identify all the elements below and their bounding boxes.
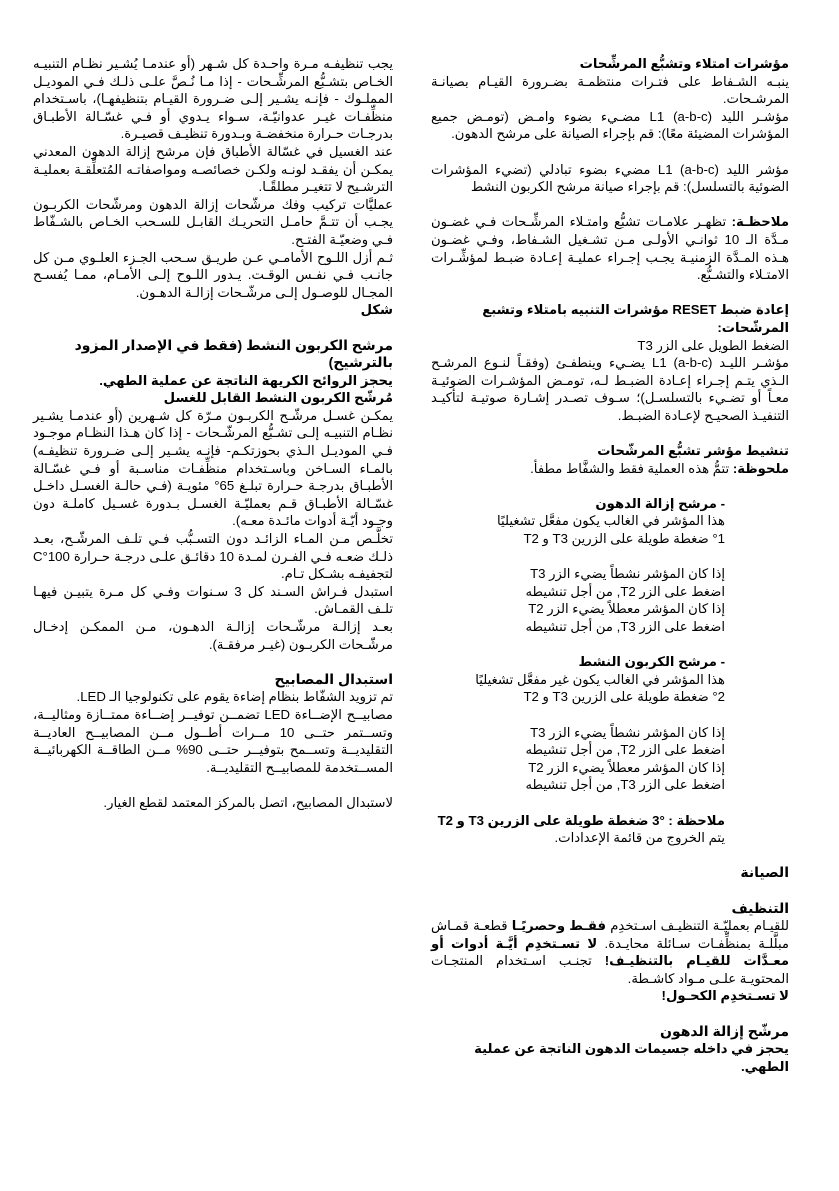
washable-carbon-heading: مُرشّح الكربون النشط القابل للغسل	[163, 390, 393, 406]
cleaning-text: تجنـب اسـتخدام المنتجـات المحتويـة علـى مـواد كاشـطة.	[431, 953, 789, 986]
drying-paragraph: تخلَّـص مـن المـاء الزائـد دون التسـبُّب فـي تلـف المرشّـح، بعـد ذلـك ضعـه فـي الفـرن لمـدة 10 دقائـق علـى درجـة حـرارة 100°C لتجفيفـه بشـكل تـام.	[33, 531, 393, 582]
carbon-step-line: إذا كان المؤشر نشطاً يضيء الزر T3	[530, 724, 725, 740]
note-text: تظهـر علامـات تشبُّع وامتـلاء المرشِّـحات فـي غضـون مـدَّة الـ 10 ثوانـي الأولـى مـن تشـغيل الشـفاط، وفـي غضـون هـذه المـدَّة الزمنيـة يجـب إجـراء عمليـة إعـادة ضبـط لمؤشِّـرات الامتـلاء والتشـبُّع.	[431, 214, 790, 283]
activate-heading: تنشيط مؤشر تشبُّع المرشّحات	[597, 443, 789, 459]
lamp-replace-note: لاستبدال المصابيح، اتصل بالمركز المعتمد لقطع الغيار.	[103, 794, 393, 810]
front-panel-paragraph: ثـم أزل اللـوح الأمامـي عـن طريـق سـحب الجـزء العلـوي مـن كل جانـب فـي نفـس الوقـت. يـدور اللـوح إلـى الأمـام، ممـا يُفسـح المجـال للوصـول إلـى مرشّـحات إزالـة الدهـون.	[33, 249, 393, 300]
carbon-step-line: هذا المؤشر في الغالب يكون غير مفعَّل تشغيليًا	[475, 671, 725, 687]
grease-step-line: اضغط على الزر T3, من أجل تنشيطه	[525, 619, 725, 634]
insert-carbon-paragraph: بعـد إزالـة مرشّـحات إزالـة الدهـون، مـن الممكـن إدخـال مرشّـحات الكربـون (غيـر مرفقـة).	[33, 619, 393, 652]
dishwasher-paragraph: عند الغسيل في غسّالة الأطباق فإن مرشح إزالة الدهون المعدني يمكـن أن يفقـد لونـه ولكـن خصائصـه ومواصفاتـه المُتعلِّقـة بعمليـة الترشـيح لا تتغيـر مطلقًـا.	[33, 143, 393, 195]
grease-filter-heading: مرشّح إزالة الدهون	[660, 1022, 789, 1039]
cleaning-paragraph	[431, 917, 789, 987]
activate-note	[431, 460, 789, 478]
figure-label: شكل	[360, 302, 393, 318]
carbon-steps-heading: - مرشح الكربون النشط	[578, 654, 725, 670]
cleaning-heading: التنظيف	[731, 899, 789, 916]
note-paragraph	[431, 213, 789, 283]
note-label: ملاحظـة:	[731, 214, 789, 230]
indicators-heading: مؤشرات امتلاء وتشبُّع المرشِّحات	[579, 56, 789, 71]
lamp-paragraph: مصابيــح الإضــاءة LED تضمــن توفيــر إضــاءة ممتــازة ومثاليــة، وتســتمر حتــى 10 مــرات أطــول مــن المصابيــح العاديــة التقليديــة وتســمح بتوفيــر حتــى 90% مــن الطاقــة الكهربائيــة المســتخدمة للمصابيــح التقليديــة.	[33, 706, 393, 775]
reset-line: الضغط الطويل على الزر T3	[637, 337, 789, 353]
indicator-blink-paragraph: مؤشـر الليد (a-b-c) L1 مضـيء بضوء وامـض (تومـض جميع المؤشرات المضيئة معًا): قم بإجراء الصيانة على مرشح الدهون.	[431, 108, 789, 142]
lamp-heading: استبدال المصابيح	[274, 670, 393, 687]
grease-steps-heading: - مرشح إزالة الدهون	[595, 495, 725, 511]
activate-note-text: تتمُّ هذه العملية فقط والشفَّاط مطفأ.	[530, 460, 730, 476]
grease-step-line: °1 ضغطة طويلة على الزرين T3 و T2	[523, 531, 725, 547]
cleaning-text: للقيـام بعمليّـة التنظيـف اسـتخدِم	[610, 918, 790, 934]
cleaning-warning: لا تسـتخدِم أيَّـة أدوات أو معـدَّات للقيـام بالتنظيـف!	[431, 935, 790, 969]
grease-clean-paragraph: يجب تنظيفـه مـرة واحـدة كل شـهر (أو عندمـا يُشـير نظـام التنبيـه الخـاص بتشـبُّع المرشِّـحات - إذا مـا نُـصَّ علـى ذلـك فـي الموديـل المملـوك - فإنـه يشـير إلـى ضـرورة القيـام بتنظيفهـا)، باسـتخدام منظِّفـات غيـر عدوانيّـة، سـواء يـدوي أو فـي غسّـالة الأطبـاق بدرجـات حـرارة منخفضـة وبـدورة تنظيـف قصيـرة.	[33, 56, 393, 142]
mounting-paragraph: عمليَّات تركيب وفك مرشّحات إزالة الدهون ومرشّحات الكربـون يجـب أن تتـمَّ حامـل التحريـك القابـل للسـحب الخـاص بالشـفّاط فـي وضعيّـة الفتـح.	[33, 196, 393, 247]
carbon-step-line: اضغط على الزر T3, من أجل تنشيطه	[525, 777, 725, 793]
washable-carbon-paragraph: يمكـن غسـل مرشّـح الكربـون مـرّة كل شـهرين (أو عندمـا يشـير نظـام التنبيـه إلـى تشـبُّع المرشّـحات - إذا كان هـذا النظـام موجـود فـي الموديـل الـذي بحوزتكـم- فإنـه يشـير إلـى ضـرورة تنظيفـه) بالمـاء السـاخن وباسـتخدام منظِّفـات مناسـبة أو فـي غسّـالة الأطبـاق بدرجـة حـرارة تبلـغ 65° مئويـة (فـي حالـة الغسـل داخـل غسّـالة الأطبـاق قـم بعمليّـة الغسـل بـدورة غسـيل كاملـة دون وجـود أيّـة أدوات مائـدة معـه).	[33, 407, 393, 529]
carbon-filter-heading: مرشح الكربون النشط (فقط في الإصدار المزود بالترشيح)	[74, 336, 393, 371]
grease-step-line: اضغط على الزر T2, من أجل تنشيطه	[525, 583, 725, 599]
settings-note: ملاحظة : °3 ضغطة طويلة على الزرين T3 و T2	[437, 812, 725, 828]
grease-filter-steps	[431, 495, 789, 847]
carbon-step-line: إذا كان المؤشر معطلاً يضيء الزر T2	[528, 759, 725, 775]
carbon-step-line: اضغط على الزر T2, من أجل تنشيطه	[525, 742, 725, 758]
cleaning-text: قطعـة قمـاش مبلَّلـة بمنظِّفـات سـائلة محايـدة.	[431, 918, 789, 951]
activate-note-label: ملحوظة:	[732, 460, 789, 476]
no-alcohol-warning: لا تسـتخدِم الكحـول!	[661, 988, 789, 1004]
reset-heading: إعادة ضبط RESET مؤشرات التنبيه بامتلاء وتشبع المرشّحات:	[482, 302, 789, 335]
grease-step-line: إذا كان المؤشر نشطاً يضيء الزر T3	[530, 566, 725, 582]
replace-mat-paragraph: استبدل فـراش السـند كل 3 سـنوات وفـي كل مـرة يتبيـن فيهـا تلـف القمـاش.	[33, 583, 393, 617]
carbon-step-line: °2 ضغطة طويلة على الزرين T3 و T2	[523, 689, 725, 705]
grease-filter-subtitle: يحجز في داخله جسيمات الدهون الناتجة عن عملية الطهي.	[474, 1041, 789, 1074]
maintenance-heading: الصيانة	[740, 864, 789, 881]
reset-paragraph: مؤشـر الليـد (a-b-c) L1 يضـيء وينطفـئ (وفقـاً لنـوع المرشـح الـذي يتـم إجـراء إعـادة الضبـط لـه، تومـض المؤشـرات الضوئيـة معـاً أو تضـيء بالتسلسـل)؛ سـوف تصـدر إشـارة صوتيـة لتأكيـد التنفيـذ الصحيـح لإعـادة الضبـط.	[431, 355, 789, 423]
indicators-paragraph: ينبـه الشـفاط على فتـرات منتظمـة بضـرورة القيـام بصيانـة المرشـحات.	[431, 73, 789, 107]
cleaning-text-bold: فقـط وحصريًـا	[511, 918, 607, 934]
grease-step-line: إذا كان المؤشر معطلاً يضيء الزر T2	[528, 601, 725, 617]
carbon-filter-subtitle: يحجز الروائح الكريهة الناتجة عن عملية الطهي.	[99, 372, 393, 388]
left-column	[33, 55, 393, 812]
right-column	[431, 55, 789, 1075]
lamp-intro: تم تزويد الشفّاط بنظام إضاءة يقوم على تكنولوجيا الـ LED.	[76, 689, 393, 705]
settings-note-line: يتم الخروج من قائمة الإعدادات.	[554, 830, 725, 846]
grease-step-line: هذا المؤشر في الغالب يكون مفعَّل تشغيليًا	[497, 513, 725, 529]
indicator-alternate-paragraph: مؤشر الليد (a-b-c) L1 مضيء بضوء تبادلي (تضيء المؤشرات الضوئية بالتسلسل): قم بإجراء صيانة مرشح الكربون النشط	[431, 161, 789, 195]
